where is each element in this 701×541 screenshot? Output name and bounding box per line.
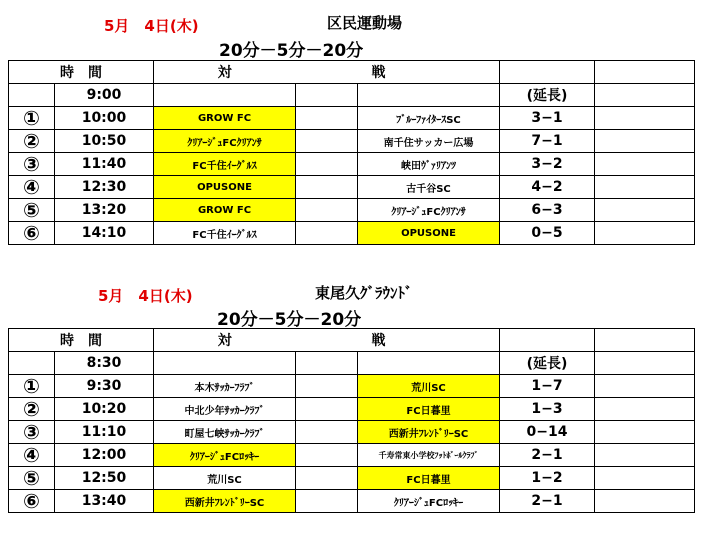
match-score: 2−1 — [500, 490, 595, 513]
blank-cell — [154, 84, 296, 107]
match-score: 7−1 — [500, 130, 595, 153]
table-row — [9, 421, 695, 444]
header-gap — [296, 329, 358, 352]
vs-gap — [296, 130, 358, 153]
blank-cell — [595, 199, 695, 222]
match-number: ⑥ — [9, 490, 55, 513]
table-header-row — [9, 61, 695, 84]
vs-gap — [296, 199, 358, 222]
home-team: ｸﾘｱｰｼﾞｭFCｸﾘｱﾝｻ — [154, 130, 296, 153]
table-row — [9, 199, 695, 222]
away-team: 荒川SC — [358, 375, 500, 398]
header-blank — [500, 329, 595, 352]
blank-cell — [595, 222, 695, 245]
match-time: 14:10 — [55, 222, 154, 245]
match-time: 13:20 — [55, 199, 154, 222]
home-team: GROW FC — [154, 107, 296, 130]
vs-gap — [296, 375, 358, 398]
match-rule: 20分－5分－20分 — [219, 41, 364, 61]
venue-name: 東尾久ｸﾞﾗｳﾝﾄﾞ — [315, 284, 413, 302]
header-time: 時 間 — [9, 61, 154, 84]
vs-gap — [296, 153, 358, 176]
match-score: 1−7 — [500, 375, 595, 398]
match-number: ③ — [9, 153, 55, 176]
match-number: ② — [9, 130, 55, 153]
away-team: 南千住サッカー広場 — [358, 130, 500, 153]
blank-cell — [595, 107, 695, 130]
blank-cell — [595, 153, 695, 176]
header-vs: 対 — [154, 329, 296, 352]
match-number: ⑥ — [9, 222, 55, 245]
match-score: 1−2 — [500, 467, 595, 490]
away-team: ｸﾘｱｰｼﾞｭFCﾛｯｷｰ — [358, 490, 500, 513]
match-number: ⑤ — [9, 199, 55, 222]
match-time: 10:50 — [55, 130, 154, 153]
header-blank — [500, 61, 595, 84]
match-time: 12:30 — [55, 176, 154, 199]
vs-gap — [296, 107, 358, 130]
home-team: GROW FC — [154, 199, 296, 222]
match-score: 1−3 — [500, 398, 595, 421]
schedule-section-1 — [0, 0, 701, 270]
home-team: 本木ｻｯｶｰﾌﾗﾌﾞ — [154, 375, 296, 398]
match-number: ④ — [9, 444, 55, 467]
match-number: ② — [9, 398, 55, 421]
home-team: 西新井ﾌﾚﾝﾄﾞﾘｰSC — [154, 490, 296, 513]
start-time-row — [9, 352, 695, 375]
home-team: FC千住ｲｰｸﾞﾙｽ — [154, 222, 296, 245]
blank-cell — [358, 84, 500, 107]
table-header-row — [9, 329, 695, 352]
table-row — [9, 176, 695, 199]
away-team: FC日暮里 — [358, 467, 500, 490]
schedule-table — [8, 60, 695, 245]
header-match: 戦 — [358, 329, 500, 352]
blank-cell — [358, 352, 500, 375]
match-date: 5月 4日(木) — [104, 17, 199, 35]
away-team: 千寿常東小学校ﾌｯﾄﾎﾞｰﾙｸﾗﾌﾞ — [358, 444, 500, 467]
header-match: 戦 — [358, 61, 500, 84]
match-number: ① — [9, 375, 55, 398]
venue-name: 区民運動場 — [327, 14, 403, 32]
match-number: ⑤ — [9, 467, 55, 490]
match-time: 11:40 — [55, 153, 154, 176]
table-row — [9, 490, 695, 513]
header-gap — [296, 61, 358, 84]
vs-gap — [296, 398, 358, 421]
vs-gap — [296, 444, 358, 467]
match-rule: 20分－5分－20分 — [217, 310, 362, 330]
match-date: 5月 4日(木) — [98, 287, 193, 305]
home-team: FC千住ｲｰｸﾞﾙｽ — [154, 153, 296, 176]
match-time: 10:20 — [55, 398, 154, 421]
extra-time-label: (延長) — [500, 352, 595, 375]
away-team: 西新井ﾌﾚﾝﾄﾞﾘｰSC — [358, 421, 500, 444]
table-row — [9, 107, 695, 130]
vs-gap — [296, 467, 358, 490]
blank-cell — [595, 176, 695, 199]
away-team: ｸﾘｱｰｼﾞｭFCｸﾘｱﾝｻ — [358, 199, 500, 222]
match-time: 12:00 — [55, 444, 154, 467]
match-score: 0−14 — [500, 421, 595, 444]
header-time: 時 間 — [9, 329, 154, 352]
match-time: 13:40 — [55, 490, 154, 513]
away-team: FC日暮里 — [358, 398, 500, 421]
match-number: ① — [9, 107, 55, 130]
match-score: 3−2 — [500, 153, 595, 176]
match-time: 11:10 — [55, 421, 154, 444]
blank-cell — [595, 421, 695, 444]
schedule-section-2 — [0, 270, 701, 541]
match-score: 3−1 — [500, 107, 595, 130]
match-score: 4−2 — [500, 176, 595, 199]
blank-cell — [154, 352, 296, 375]
table-row — [9, 375, 695, 398]
blank-cell — [595, 444, 695, 467]
match-score: 2−1 — [500, 444, 595, 467]
home-team: 荒川SC — [154, 467, 296, 490]
home-team: 町屋七峡ｻｯｶｰｸﾗﾌﾞ — [154, 421, 296, 444]
blank-cell — [595, 467, 695, 490]
match-time: 10:00 — [55, 107, 154, 130]
blank-cell — [595, 375, 695, 398]
vs-gap — [296, 421, 358, 444]
blank-cell — [9, 352, 55, 375]
home-team: 中北少年ｻｯｶｰｸﾗﾌﾞ — [154, 398, 296, 421]
match-time: 9:30 — [55, 375, 154, 398]
start-time: 8:30 — [55, 352, 154, 375]
table-row — [9, 444, 695, 467]
header-vs: 対 — [154, 61, 296, 84]
vs-gap — [296, 490, 358, 513]
match-score: 6−3 — [500, 199, 595, 222]
vs-gap — [296, 222, 358, 245]
table-row — [9, 130, 695, 153]
blank-cell — [595, 84, 695, 107]
vs-gap — [296, 176, 358, 199]
away-team: 古千谷SC — [358, 176, 500, 199]
schedule-table — [8, 328, 695, 513]
table-row — [9, 222, 695, 245]
table-row — [9, 153, 695, 176]
table-row — [9, 398, 695, 421]
blank-cell — [296, 84, 358, 107]
match-time: 12:50 — [55, 467, 154, 490]
blank-cell — [296, 352, 358, 375]
away-team: ﾌﾞﾙｰﾌｧｲﾀｰｽSC — [358, 107, 500, 130]
home-team: OPUSONE — [154, 176, 296, 199]
blank-cell — [595, 130, 695, 153]
extra-time-label: (延長) — [500, 84, 595, 107]
away-team: OPUSONE — [358, 222, 500, 245]
blank-cell — [595, 398, 695, 421]
home-team: ｸﾘｱｰｼﾞｭFCﾛｯｷｰ — [154, 444, 296, 467]
blank-cell — [9, 84, 55, 107]
away-team: 峡田ｳﾞｧﾘｱﾝﾂ — [358, 153, 500, 176]
table-row — [9, 467, 695, 490]
blank-cell — [595, 490, 695, 513]
match-number: ③ — [9, 421, 55, 444]
start-time-row — [9, 84, 695, 107]
match-number: ④ — [9, 176, 55, 199]
match-score: 0−5 — [500, 222, 595, 245]
start-time: 9:00 — [55, 84, 154, 107]
header-blank — [595, 329, 695, 352]
header-blank — [595, 61, 695, 84]
blank-cell — [595, 352, 695, 375]
